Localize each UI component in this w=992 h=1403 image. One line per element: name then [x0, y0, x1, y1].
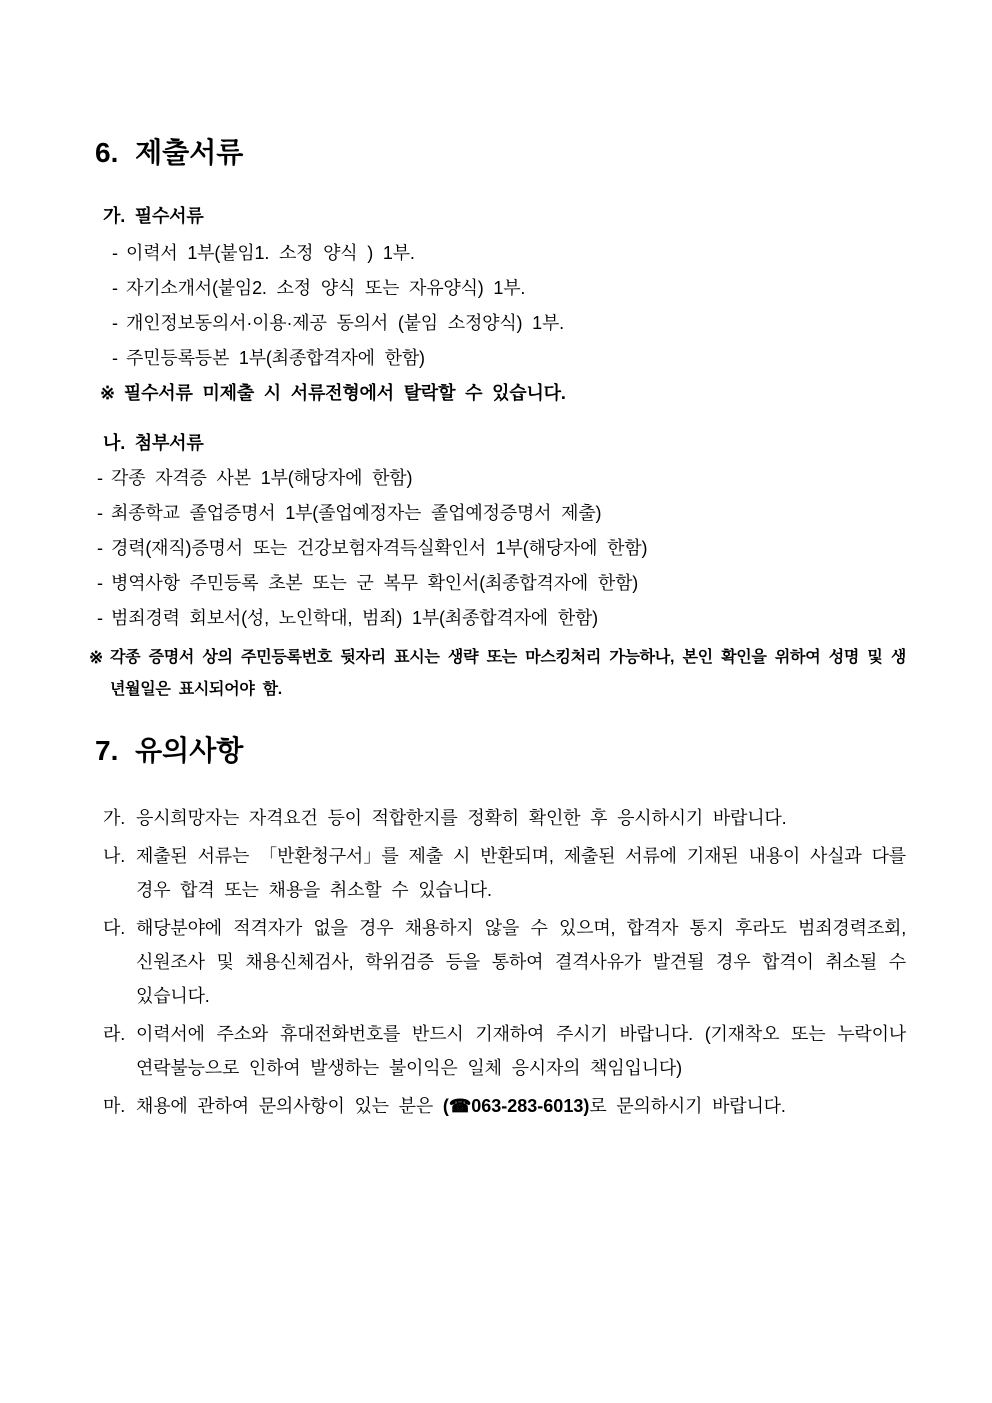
- notice-item-label: 나.: [103, 846, 125, 866]
- required-doc-item-text: 이력서 1부(붙임1. 소정 양식 ) 1부.: [126, 243, 415, 263]
- notice-item-label: 다.: [103, 918, 125, 938]
- required-doc-item-text: 개인정보동의서·이용·제공 동의서 (붙임 소정양식) 1부.: [126, 313, 564, 333]
- attached-doc-item-text: 경력(재직)증명서 또는 건강보험자격득실확인서 1부(해당자에 한함): [111, 538, 648, 558]
- required-doc-item: [95, 242, 906, 264]
- required-doc-item-text: 주민등록등본 1부(최종합격자에 한함): [126, 348, 425, 368]
- section-7-title: 7. 유의사항: [95, 735, 244, 766]
- notice-item: [103, 1089, 906, 1123]
- notice-item-text: 이력서에 주소와 휴대전화번호를 반드시 기재하여 주시기 바랍니다. (기재착오 또는 누락이나 연락불능으로 인하여 발생하는 불이익은 일체 응시자의 책임입니다): [136, 1024, 906, 1078]
- phone-number: (☎063-283-6013): [442, 1096, 590, 1116]
- attached-doc-item: [95, 607, 906, 629]
- dash-marker: -: [97, 503, 103, 523]
- attached-doc-item: [95, 537, 906, 559]
- attached-doc-item: [95, 502, 906, 524]
- attached-doc-item-text: 최종학교 졸업증명서 1부(졸업예정자는 졸업예정증명서 제출): [111, 503, 602, 523]
- required-doc-item: [95, 277, 906, 299]
- required-documents-heading: 가. 필수서류: [103, 206, 204, 226]
- notice-item-label: 마.: [103, 1096, 125, 1116]
- attached-doc-item-text: 범죄경력 회보서(성, 노인학대, 범죄) 1부(최종합격자에 한함): [111, 608, 598, 628]
- attachments-note-text: 각종 증명서 상의 주민등록번호 뒷자리 표시는 생략 또는 마스킹처리 가능하나, 본인 확인을 위하여 성명 및 생년월일은 표시되어야 함.: [109, 649, 906, 698]
- dash-marker: -: [97, 573, 103, 593]
- section-6-title: 6. 제출서류: [95, 137, 244, 168]
- notice-item: [103, 911, 906, 1013]
- notice-item-label: 가.: [103, 808, 125, 828]
- attached-doc-item-text: 병역사항 주민등록 초본 또는 군 복무 확인서(최종합격자에 한함): [111, 573, 639, 593]
- dash-marker: -: [112, 348, 118, 368]
- notice-item-text-before: 채용에 관하여 문의사항이 있는 분은: [136, 1096, 443, 1116]
- notice-item-text: [136, 1089, 906, 1123]
- notice-item-text: 응시희망자는 자격요건 등이 적합한지를 정확히 확인한 후 응시하시기 바랍니다.: [136, 808, 787, 828]
- dash-marker: -: [97, 608, 103, 628]
- notice-item-text: 해당분야에 적격자가 없을 경우 채용하지 않을 수 있으며, 합격자 통지 후라도 범죄경력조회, 신원조사 및 채용신체검사, 학위검증 등을 통하여 결격사유가 발견될 경우 합격이 취소될 수 있습니다.: [136, 918, 906, 1006]
- notice-item-text-after: 로 문의하시기 바랍니다.: [589, 1096, 786, 1116]
- required-documents-note-text: 필수서류 미제출 시 서류전형에서 탈락할 수 있습니다.: [123, 383, 566, 403]
- required-documents-note: [95, 382, 906, 404]
- notice-item: [103, 1017, 906, 1085]
- dash-marker: -: [97, 468, 103, 488]
- required-doc-item: [95, 347, 906, 369]
- attachments-note: [89, 642, 906, 706]
- notice-item: [103, 839, 906, 907]
- attached-doc-item-text: 각종 자격증 사본 1부(해당자에 한함): [111, 468, 413, 488]
- notice-item: [103, 801, 906, 835]
- reference-mark: ※: [100, 383, 115, 403]
- notice-item-text: 제출된 서류는 「반환청구서」를 제출 시 반환되며, 제출된 서류에 기재된 내용이 사실과 다를 경우 합격 또는 채용을 취소할 수 있습니다.: [136, 846, 906, 900]
- dash-marker: -: [112, 313, 118, 333]
- notice-item-label: 라.: [103, 1024, 125, 1044]
- required-doc-item: [95, 312, 906, 334]
- reference-mark: ※: [89, 648, 103, 667]
- dash-marker: -: [112, 243, 118, 263]
- attached-doc-item: [95, 467, 906, 489]
- attached-documents-heading: 나. 첨부서류: [103, 433, 204, 453]
- dash-marker: -: [97, 538, 103, 558]
- dash-marker: -: [112, 278, 118, 298]
- required-doc-item-text: 자기소개서(붙임2. 소정 양식 또는 자유양식) 1부.: [126, 278, 526, 298]
- attached-doc-item: [95, 572, 906, 594]
